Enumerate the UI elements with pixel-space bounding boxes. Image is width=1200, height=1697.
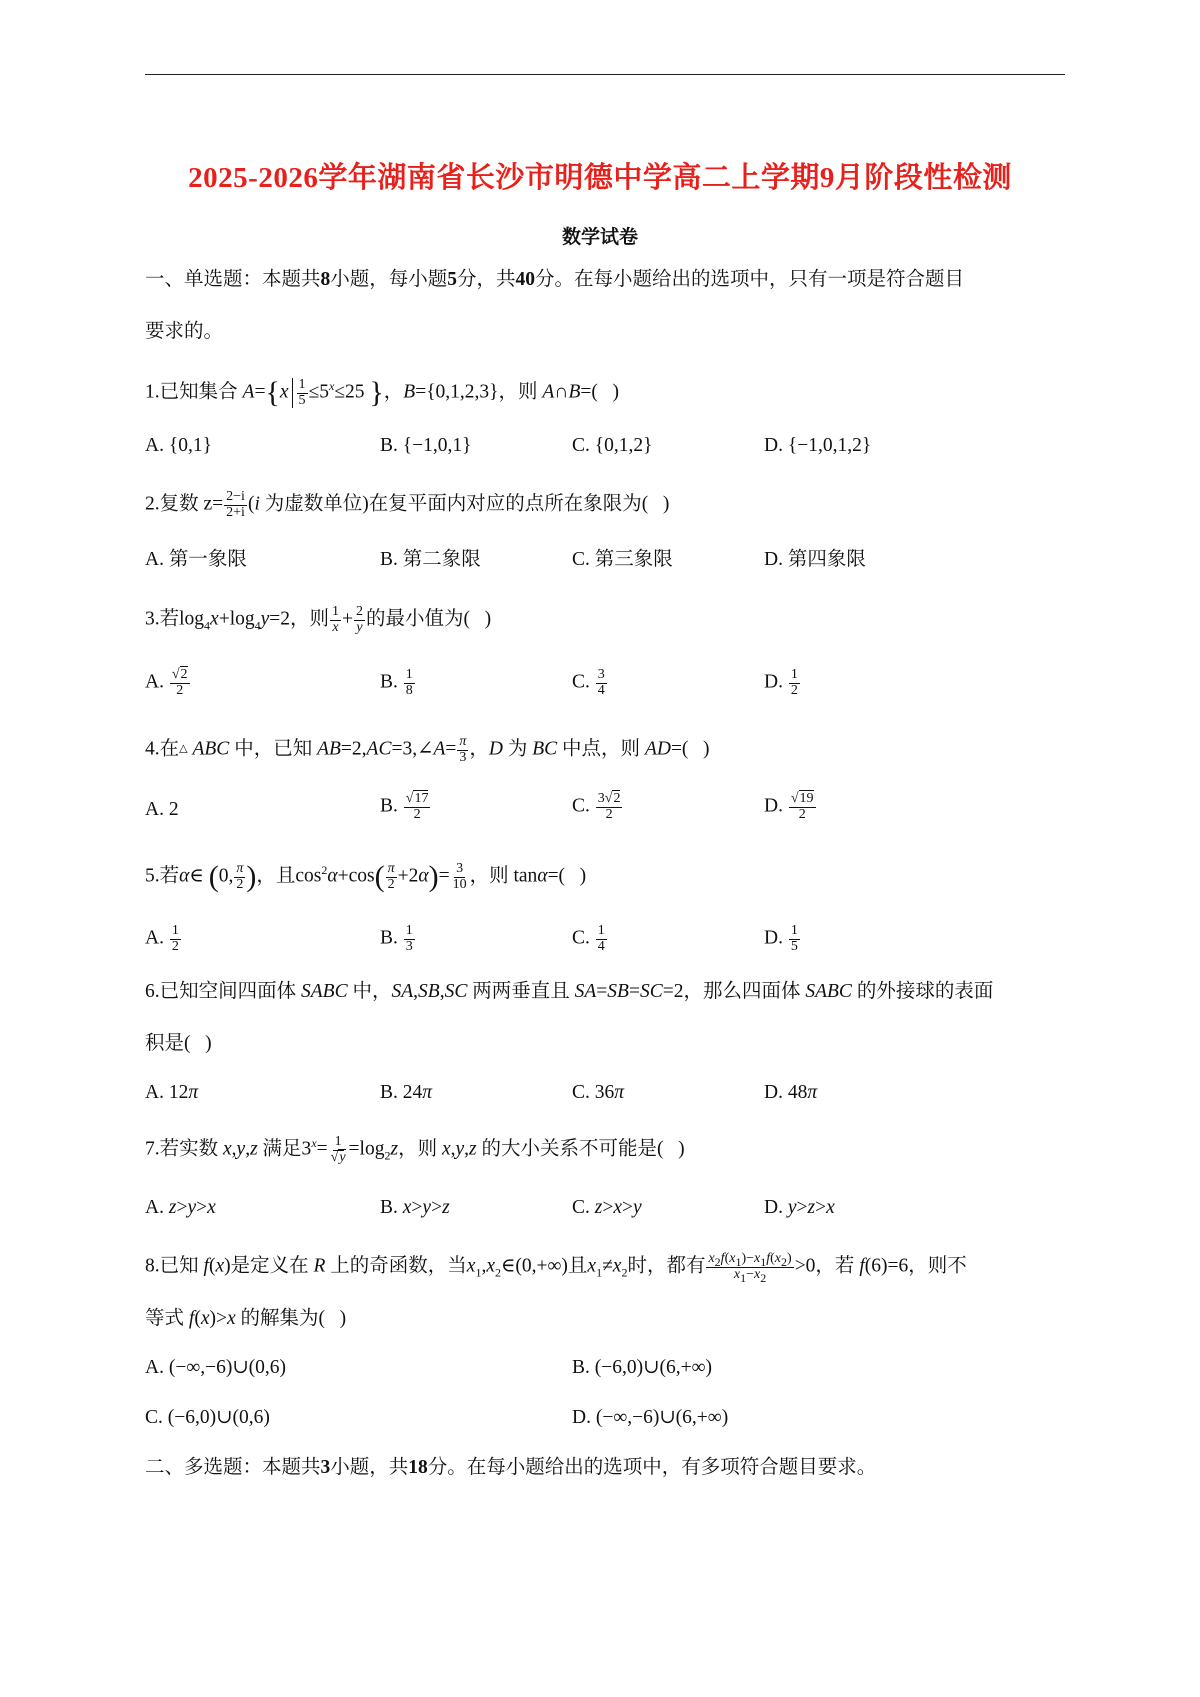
question-3-option-d: D. $\frac{1}{2}$ xyxy=(764,667,798,698)
question-3-option-c: C. $\frac{3}{4}$ xyxy=(572,667,605,698)
question-5-option-c: C. $\frac{1}{4}$ xyxy=(572,923,605,954)
question-3-option-b: B. $\frac{1}{8}$ xyxy=(380,667,413,698)
question-4-stem: 4.在△ ABC 中，已知 AB=2,AC=3,∠A= $\frac{\pi}{3}$ ，D 为 BC 中点，则 AD=( ) xyxy=(145,734,710,765)
section1-line1: 一、单选题：本题共8小题，每小题5分，共40分。在每小题给出的选项中，只有一项是符合题目 xyxy=(145,269,965,290)
question-8-stem-line1: 8.已知 f(x)是定义在 R 上的奇函数，当$x_1,x_2\in(0,+\infty)$且$x_1\ne x_2$时，都有 $\frac{x_2f(x_1)-x_1f(x_2)}{x_1-x_2}$ >0，若 f(6)=6，则不 xyxy=(145,1251,967,1285)
question-4-option-c: C. $\frac{3√2}{2}$ xyxy=(572,791,621,822)
question-5-option-d: D. $\frac{1}{5}$ xyxy=(764,923,798,954)
section1-line2: 要求的。 xyxy=(145,321,224,342)
question-7-option-a: A. z>y>x xyxy=(145,1197,216,1218)
question-6-stem-line1: 6.已知空间四面体 SABC 中，SA,SB,SC 两两垂直且 SA=SB=SC=2，那么四面体 SABC 的外接球的表面 xyxy=(145,981,994,1002)
question-8-stem-line2: 等式 f(x)>x 的解集为( ) xyxy=(145,1308,347,1329)
question-6-option-c: C. 36π xyxy=(572,1082,625,1103)
question-8-option-c: C. (−6,0)∪(0,6) xyxy=(145,1407,270,1428)
question-4-option-b: B. $\frac{√17}{2}$ xyxy=(380,791,429,822)
question-1-option-c: C. {0,1,2} xyxy=(572,435,653,456)
question-5-stem: 5.若α∈ (0, $\frac{\pi}{2}$ )，且$\cos^2\alpha+\cos$( $\frac{\pi}{2}$ +2α)= $\frac{3}{10}$ ，则 tanα=( ) xyxy=(145,860,587,894)
question-8-option-a: A. (−∞,−6)∪(0,6) xyxy=(145,1357,287,1378)
question-8-option-d: D. (−∞,−6)∪(6,+∞) xyxy=(572,1407,729,1428)
question-3-stem: 3.若$\log_4x+\log_4y=2$，则 $\frac{1}{x}$ + $\frac{2}{y}$ 的最小值为( ) xyxy=(145,604,492,635)
question-1-option-b: B. {−1,0,1} xyxy=(380,435,472,456)
question-2-option-a: A. 第一象限 xyxy=(145,549,247,570)
question-5-option-b: B. $\frac{1}{3}$ xyxy=(380,923,413,954)
question-1-stem: 1.已知集合 A={x $\frac{1}{5}$ $\le 5^x\le 25$ }，B={0,1,2,3}，则 A∩B=( ) xyxy=(145,376,619,410)
header-rule xyxy=(145,74,1065,75)
question-2-stem: 2.复数 z= $\frac{2-i}{2+i}$ (i 为虚数单位)在复平面内对应的点所在象限为( ) xyxy=(145,489,670,520)
question-7-option-c: C. z>x>y xyxy=(572,1197,642,1218)
question-6-stem-line2: 积是( ) xyxy=(145,1033,212,1054)
question-2-option-c: C. 第三象限 xyxy=(572,549,673,570)
section2-line1: 二、多选题：本题共3小题，共18分。在每小题给出的选项中，有多项符合题目要求。 xyxy=(145,1457,877,1478)
question-3-option-a: A. $\frac{√2}{2}$ xyxy=(145,667,188,698)
question-1-option-d: D. {−1,0,1,2} xyxy=(764,435,872,456)
question-2-option-d: D. 第四象限 xyxy=(764,549,866,570)
question-4-option-d: D. $\frac{√19}{2}$ xyxy=(764,791,814,822)
question-6-option-b: B. 24π xyxy=(380,1082,433,1103)
question-8-option-b: B. (−6,0)∪(6,+∞) xyxy=(572,1357,712,1378)
question-5-option-a: A. $\frac{1}{2}$ xyxy=(145,923,179,954)
question-6-option-d: D. 48π xyxy=(764,1082,818,1103)
question-1-option-a: A. {0,1} xyxy=(145,435,212,456)
exam-title: 2025-2026学年湖南省长沙市明德中学高二上学期9月阶段性检测 xyxy=(188,162,1012,194)
exam-subtitle: 数学试卷 xyxy=(561,227,638,248)
question-6-option-a: A. 12π xyxy=(145,1082,199,1103)
question-7-stem: 7.若实数 x,y,z 满足$3^x=$ $\frac{1}{√y}$ $=\log_2z$，则 x,y,z 的大小关系不可能是( ) xyxy=(145,1134,685,1165)
question-4-option-a: A. 2 xyxy=(145,799,179,820)
question-2-option-b: B. 第二象限 xyxy=(380,549,481,570)
question-7-option-d: D. y>z>x xyxy=(764,1197,835,1218)
question-7-option-b: B. x>y>z xyxy=(380,1197,450,1218)
